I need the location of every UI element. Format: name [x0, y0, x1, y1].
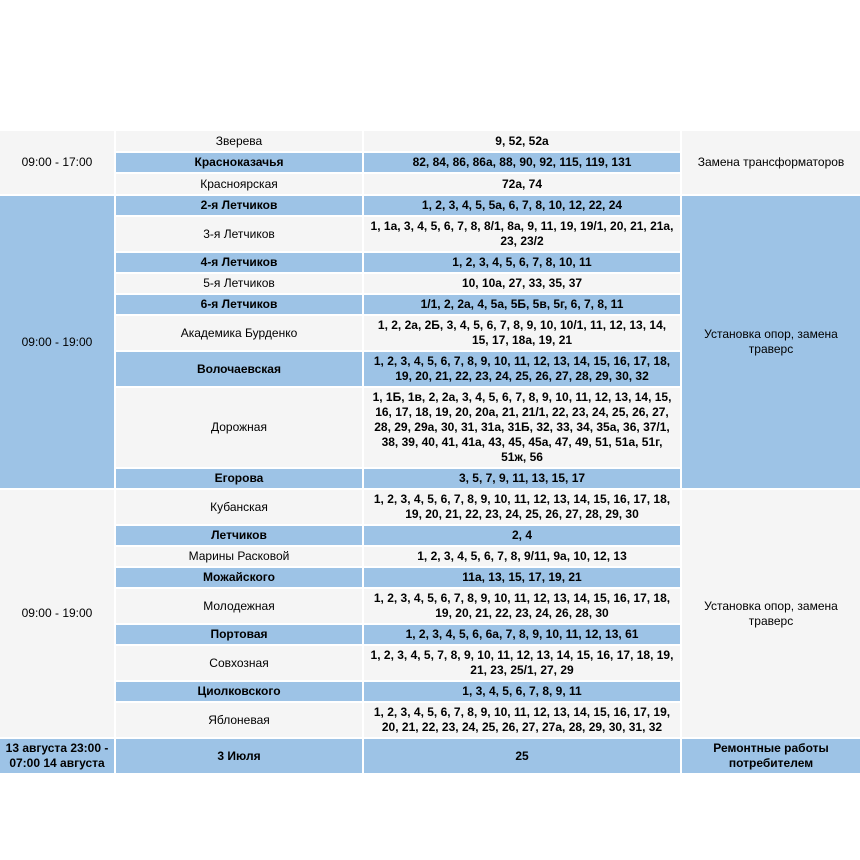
street-cell: Молодежная [116, 589, 362, 623]
houses-cell: 1, 2, 3, 4, 5, 6, 7, 8, 9/11, 9а, 10, 12, 13 [364, 547, 680, 566]
street-cell: Летчиков [116, 526, 362, 545]
table-row [0, 196, 860, 215]
street-cell: Совхозная [116, 646, 362, 680]
houses-cell: 72а, 74 [364, 174, 680, 194]
street-cell: Марины Расковой [116, 547, 362, 566]
street-cell: Зверева [116, 131, 362, 151]
time-cell: 09:00 - 17:00 [0, 131, 114, 194]
time-cell: 13 августа 23:00 - 07:00 14 августа [0, 739, 114, 773]
houses-cell: 1, 2, 3, 4, 5, 6, 7, 8, 10, 11 [364, 253, 680, 272]
street-cell: Егорова [116, 469, 362, 488]
time-cell: 09:00 - 19:00 [0, 196, 114, 488]
houses-cell: 1, 1а, 3, 4, 5, 6, 7, 8, 8/1, 8а, 9, 11, 19, 19/1, 20, 21, 21а, 23, 23/2 [364, 217, 680, 251]
street-cell: Дорожная [116, 388, 362, 467]
street-cell: Циолковского [116, 682, 362, 701]
street-cell: 3 Июля [116, 739, 362, 773]
street-cell: Кубанская [116, 490, 362, 524]
table-row [0, 490, 860, 524]
work-type-cell: Замена трансформаторов [682, 131, 860, 194]
street-cell: 3-я Летчиков [116, 217, 362, 251]
houses-cell: 1, 2, 3, 4, 5, 6, 7, 8, 9, 10, 11, 12, 13, 14, 15, 16, 17, 18, 19, 20, 21, 22, 23, 24, 26, 28, 30 [364, 589, 680, 623]
houses-cell: 1, 2, 3, 4, 5, 6, 6а, 7, 8, 9, 10, 11, 12, 13, 61 [364, 625, 680, 644]
houses-cell: 11а, 13, 15, 17, 19, 21 [364, 568, 680, 587]
schedule-body [0, 131, 860, 773]
street-cell: Академика Бурденко [116, 316, 362, 350]
houses-cell: 3, 5, 7, 9, 11, 13, 15, 17 [364, 469, 680, 488]
time-cell: 09:00 - 19:00 [0, 490, 114, 737]
houses-cell: 25 [364, 739, 680, 773]
houses-cell: 1, 2, 2а, 2Б, 3, 4, 5, 6, 7, 8, 9, 10, 10/1, 11, 12, 13, 14, 15, 17, 18а, 19, 21 [364, 316, 680, 350]
houses-cell: 1, 3, 4, 5, 6, 7, 8, 9, 11 [364, 682, 680, 701]
work-type-cell: Установка опор, замена траверс [682, 490, 860, 737]
houses-cell: 1, 2, 3, 4, 5, 6, 7, 8, 9, 10, 11, 12, 13, 14, 15, 16, 17, 18, 19, 20, 21, 22, 23, 24, 25, 26, 27, 28, 29, 30 [364, 490, 680, 524]
houses-cell: 9, 52, 52а [364, 131, 680, 151]
houses-cell: 1, 2, 3, 4, 5, 6, 7, 8, 9, 10, 11, 12, 13, 14, 15, 16, 17, 18, 19, 20, 21, 22, 23, 24, 25, 26, 27, 28, 29, 30, 32 [364, 352, 680, 386]
street-cell: 6-я Летчиков [116, 295, 362, 314]
houses-cell: 2, 4 [364, 526, 680, 545]
street-cell: Можайского [116, 568, 362, 587]
street-cell: Яблоневая [116, 703, 362, 737]
street-cell: 5-я Летчиков [116, 274, 362, 293]
street-cell: Портовая [116, 625, 362, 644]
street-cell: 2-я Летчиков [116, 196, 362, 215]
street-cell: Красноярская [116, 174, 362, 194]
street-cell: Волочаевская [116, 352, 362, 386]
outage-schedule [0, 129, 860, 775]
table-row [0, 131, 860, 151]
houses-cell: 1, 1Б, 1в, 2, 2а, 3, 4, 5, 6, 7, 8, 9, 10, 11, 12, 13, 14, 15, 16, 17, 18, 19, 20, 20а, 21, 21/1, 22, 23, 24, 25, 26, 27, 28, 29, 29а, 30, 31, 31а, 31Б, 32, 33, 34, 35а, 36, 37/1, 38, 39, 40, 41, 41а, 43, 45, 45а, 47, 49, 51, 51а, 51г, 51ж, 56 [364, 388, 680, 467]
schedule-table [0, 129, 860, 775]
houses-cell: 1, 2, 3, 4, 5, 6, 7, 8, 9, 10, 11, 12, 13, 14, 15, 16, 17, 19, 20, 21, 22, 23, 24, 25, 26, 27, 27а, 28, 29, 30, 31, 32 [364, 703, 680, 737]
street-cell: 4-я Летчиков [116, 253, 362, 272]
houses-cell: 1, 2, 3, 4, 5, 7, 8, 9, 10, 11, 12, 13, 14, 15, 16, 17, 18, 19, 21, 23, 25/1, 27, 29 [364, 646, 680, 680]
street-cell: Красноказачья [116, 153, 362, 172]
work-type-cell: Ремонтные работы потребителем [682, 739, 860, 773]
houses-cell: 10, 10а, 27, 33, 35, 37 [364, 274, 680, 293]
houses-cell: 1, 2, 3, 4, 5, 5а, 6, 7, 8, 10, 12, 22, 24 [364, 196, 680, 215]
table-row [0, 739, 860, 773]
houses-cell: 82, 84, 86, 86а, 88, 90, 92, 115, 119, 131 [364, 153, 680, 172]
work-type-cell: Установка опор, замена траверс [682, 196, 860, 488]
houses-cell: 1/1, 2, 2а, 4, 5а, 5Б, 5в, 5г, 6, 7, 8, 11 [364, 295, 680, 314]
